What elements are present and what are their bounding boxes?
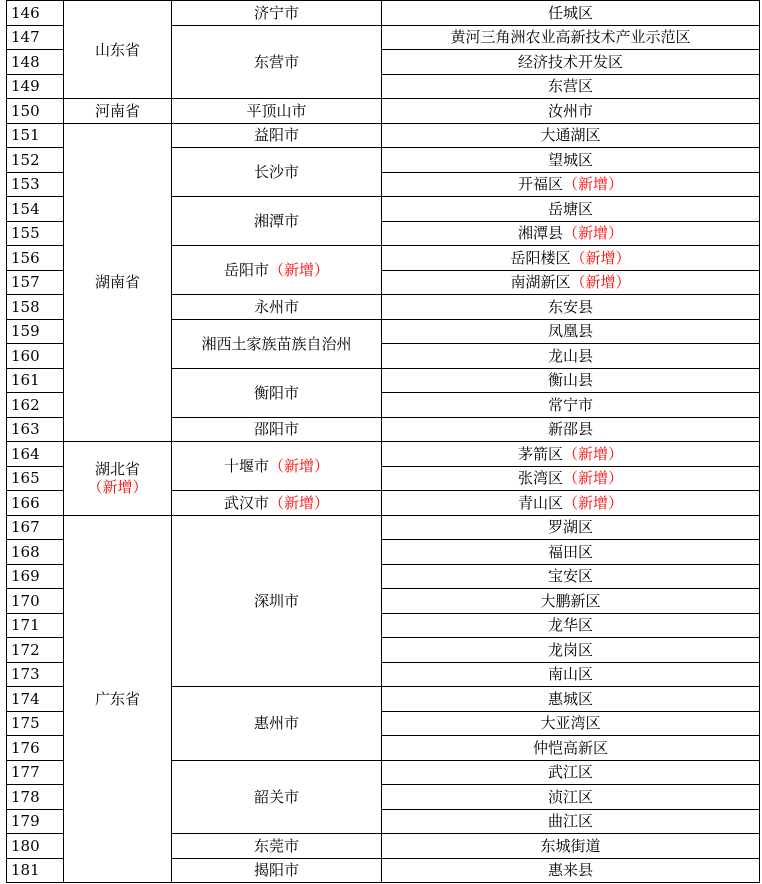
city-label: 邵阳市 bbox=[253, 420, 299, 439]
row-number: 167 bbox=[7, 515, 64, 540]
row-number: 178 bbox=[7, 785, 64, 810]
city-label: 平顶山市 bbox=[246, 101, 307, 120]
row-number: 166 bbox=[7, 491, 64, 516]
region-table bbox=[6, 0, 760, 883]
district-cell bbox=[382, 417, 760, 442]
city-label: 济宁市 bbox=[253, 3, 299, 22]
district-label: 惠城区 bbox=[547, 689, 593, 708]
district-cell bbox=[382, 858, 760, 883]
province-cell bbox=[64, 442, 172, 516]
district-cell bbox=[382, 638, 760, 663]
district-cell bbox=[382, 148, 760, 173]
district-label: 岳塘区 bbox=[547, 199, 593, 218]
district-label: 东城街道 bbox=[540, 836, 601, 855]
province-cell bbox=[64, 1, 172, 99]
district-label: 茅箭区 bbox=[517, 444, 563, 463]
city-label: 东营市 bbox=[253, 52, 299, 71]
city-cell bbox=[172, 368, 382, 417]
district-cell bbox=[382, 515, 760, 540]
city-label: 惠州市 bbox=[253, 714, 299, 733]
row-number: 169 bbox=[7, 564, 64, 589]
province-cell bbox=[64, 515, 172, 883]
city-label: 十堰市 bbox=[223, 457, 269, 475]
district-cell bbox=[382, 393, 760, 418]
district-label: 大通湖区 bbox=[540, 126, 601, 145]
district-label: 衡山县 bbox=[547, 371, 593, 390]
district-label: 龙山县 bbox=[547, 346, 593, 365]
row-number: 179 bbox=[7, 809, 64, 834]
district-label: 黄河三角洲农业高新技术产业示范区 bbox=[450, 28, 691, 47]
district-label: 东安县 bbox=[547, 297, 593, 316]
row-number: 165 bbox=[7, 466, 64, 491]
new-tag: （新增） bbox=[570, 248, 631, 267]
district-label: 新邵县 bbox=[547, 420, 593, 439]
district-label: 岳阳楼区 bbox=[510, 248, 571, 267]
district-cell bbox=[382, 123, 760, 148]
district-cell bbox=[382, 295, 760, 320]
city-cell bbox=[172, 1, 382, 26]
city-label: 揭阳市 bbox=[253, 861, 299, 880]
district-cell bbox=[382, 540, 760, 565]
row-number: 161 bbox=[7, 368, 64, 393]
row-number: 162 bbox=[7, 393, 64, 418]
district-cell bbox=[382, 662, 760, 687]
district-cell bbox=[382, 25, 760, 50]
district-cell bbox=[382, 172, 760, 197]
district-cell bbox=[382, 246, 760, 271]
row-number: 147 bbox=[7, 25, 64, 50]
row-number: 148 bbox=[7, 50, 64, 75]
row-number: 155 bbox=[7, 221, 64, 246]
district-cell bbox=[382, 736, 760, 761]
district-cell bbox=[382, 687, 760, 712]
row-number: 151 bbox=[7, 123, 64, 148]
row-number: 172 bbox=[7, 638, 64, 663]
district-cell bbox=[382, 221, 760, 246]
province-label: 广东省 bbox=[94, 689, 140, 708]
table-row bbox=[7, 1, 760, 26]
new-tag: （新增） bbox=[269, 261, 330, 279]
district-cell bbox=[382, 834, 760, 859]
city-label: 韶关市 bbox=[253, 787, 299, 806]
new-tag: （新增） bbox=[269, 457, 330, 475]
city-label: 湘潭市 bbox=[253, 212, 299, 230]
province-label: 湖北省 bbox=[94, 460, 140, 479]
city-label: 长沙市 bbox=[253, 163, 299, 181]
row-number: 176 bbox=[7, 736, 64, 761]
district-label: 青山区 bbox=[517, 493, 563, 512]
row-number: 159 bbox=[7, 319, 64, 344]
district-label: 龙岗区 bbox=[547, 640, 593, 659]
row-number: 168 bbox=[7, 540, 64, 565]
district-cell bbox=[382, 711, 760, 736]
city-cell bbox=[172, 834, 382, 859]
row-number: 146 bbox=[7, 1, 64, 26]
district-label: 宝安区 bbox=[547, 567, 593, 586]
district-label: 大亚湾区 bbox=[540, 714, 601, 733]
new-tag: （新增） bbox=[563, 493, 624, 512]
row-number: 180 bbox=[7, 834, 64, 859]
row-number: 160 bbox=[7, 344, 64, 369]
district-cell bbox=[382, 50, 760, 75]
city-cell bbox=[172, 246, 382, 295]
district-cell bbox=[382, 442, 760, 467]
district-cell bbox=[382, 809, 760, 834]
city-label: 衡阳市 bbox=[253, 383, 299, 402]
district-label: 福田区 bbox=[547, 542, 593, 561]
row-number: 149 bbox=[7, 74, 64, 99]
city-cell bbox=[172, 417, 382, 442]
province-label: 河南省 bbox=[94, 101, 140, 120]
district-label: 惠来县 bbox=[547, 861, 593, 880]
district-cell bbox=[382, 589, 760, 614]
city-label: 东莞市 bbox=[253, 836, 299, 855]
province-label: 湖南省 bbox=[94, 273, 140, 292]
row-number: 173 bbox=[7, 662, 64, 687]
city-cell bbox=[172, 687, 382, 761]
district-label: 开福区 bbox=[517, 175, 563, 194]
new-tag: （新增） bbox=[87, 478, 148, 497]
row-number: 181 bbox=[7, 858, 64, 883]
district-cell bbox=[382, 368, 760, 393]
district-cell bbox=[382, 466, 760, 491]
table-row bbox=[7, 123, 760, 148]
district-cell bbox=[382, 613, 760, 638]
city-label: 益阳市 bbox=[253, 126, 299, 145]
city-cell bbox=[172, 858, 382, 883]
row-number: 154 bbox=[7, 197, 64, 222]
table-row bbox=[7, 515, 760, 540]
city-cell bbox=[172, 99, 382, 124]
district-cell bbox=[382, 760, 760, 785]
district-label: 罗湖区 bbox=[547, 518, 593, 537]
city-cell bbox=[172, 25, 382, 99]
district-label: 龙华区 bbox=[547, 616, 593, 635]
row-number: 163 bbox=[7, 417, 64, 442]
city-cell bbox=[172, 148, 382, 197]
district-label: 南湖新区 bbox=[510, 273, 571, 292]
row-number: 164 bbox=[7, 442, 64, 467]
district-cell bbox=[382, 491, 760, 516]
row-number: 171 bbox=[7, 613, 64, 638]
district-label: 凤凰县 bbox=[547, 322, 593, 341]
district-cell bbox=[382, 74, 760, 99]
row-number: 174 bbox=[7, 687, 64, 712]
city-cell bbox=[172, 515, 382, 687]
new-tag: （新增） bbox=[563, 224, 624, 243]
province-cell bbox=[64, 123, 172, 442]
district-cell bbox=[382, 344, 760, 369]
district-label: 张湾区 bbox=[517, 469, 563, 488]
region-table-body bbox=[7, 1, 760, 883]
city-cell bbox=[172, 491, 382, 516]
row-number: 175 bbox=[7, 711, 64, 736]
new-tag: （新增） bbox=[269, 493, 330, 512]
district-label: 南山区 bbox=[547, 665, 593, 684]
district-cell bbox=[382, 319, 760, 344]
city-label: 武汉市 bbox=[223, 493, 269, 512]
district-label: 湘潭县 bbox=[517, 224, 563, 243]
district-cell bbox=[382, 1, 760, 26]
city-cell bbox=[172, 760, 382, 834]
row-number: 150 bbox=[7, 99, 64, 124]
city-cell bbox=[172, 123, 382, 148]
district-label: 经济技术开发区 bbox=[517, 52, 623, 71]
district-label: 大鹏新区 bbox=[540, 591, 601, 610]
row-number: 177 bbox=[7, 760, 64, 785]
table-row bbox=[7, 99, 760, 124]
province-label: 山东省 bbox=[94, 40, 140, 59]
new-tag: （新增） bbox=[563, 444, 624, 463]
district-cell bbox=[382, 99, 760, 124]
city-label: 深圳市 bbox=[253, 591, 299, 610]
city-cell bbox=[172, 197, 382, 246]
city-label: 岳阳市 bbox=[223, 261, 269, 279]
row-number: 158 bbox=[7, 295, 64, 320]
city-cell bbox=[172, 442, 382, 491]
new-tag: （新增） bbox=[570, 273, 631, 292]
row-number: 170 bbox=[7, 589, 64, 614]
row-number: 153 bbox=[7, 172, 64, 197]
row-number: 152 bbox=[7, 148, 64, 173]
district-label: 武江区 bbox=[547, 763, 593, 782]
city-cell bbox=[172, 319, 382, 368]
new-tag: （新增） bbox=[563, 175, 624, 194]
district-cell bbox=[382, 270, 760, 295]
district-label: 任城区 bbox=[547, 3, 593, 22]
new-tag: （新增） bbox=[563, 469, 624, 488]
district-cell bbox=[382, 564, 760, 589]
district-label: 曲江区 bbox=[547, 812, 593, 831]
city-label: 湘西土家族苗族自治州 bbox=[201, 334, 352, 353]
row-number: 157 bbox=[7, 270, 64, 295]
city-cell bbox=[172, 295, 382, 320]
district-label: 汝州市 bbox=[547, 101, 593, 120]
district-cell bbox=[382, 785, 760, 810]
district-label: 仲恺高新区 bbox=[532, 738, 608, 757]
district-label: 浈江区 bbox=[547, 787, 593, 806]
district-label: 常宁市 bbox=[547, 395, 593, 414]
district-cell bbox=[382, 197, 760, 222]
district-label: 东营区 bbox=[547, 77, 593, 96]
district-label: 望城区 bbox=[547, 150, 593, 169]
row-number: 156 bbox=[7, 246, 64, 271]
city-label: 永州市 bbox=[253, 297, 299, 316]
table-row bbox=[7, 442, 760, 467]
province-cell bbox=[64, 99, 172, 124]
